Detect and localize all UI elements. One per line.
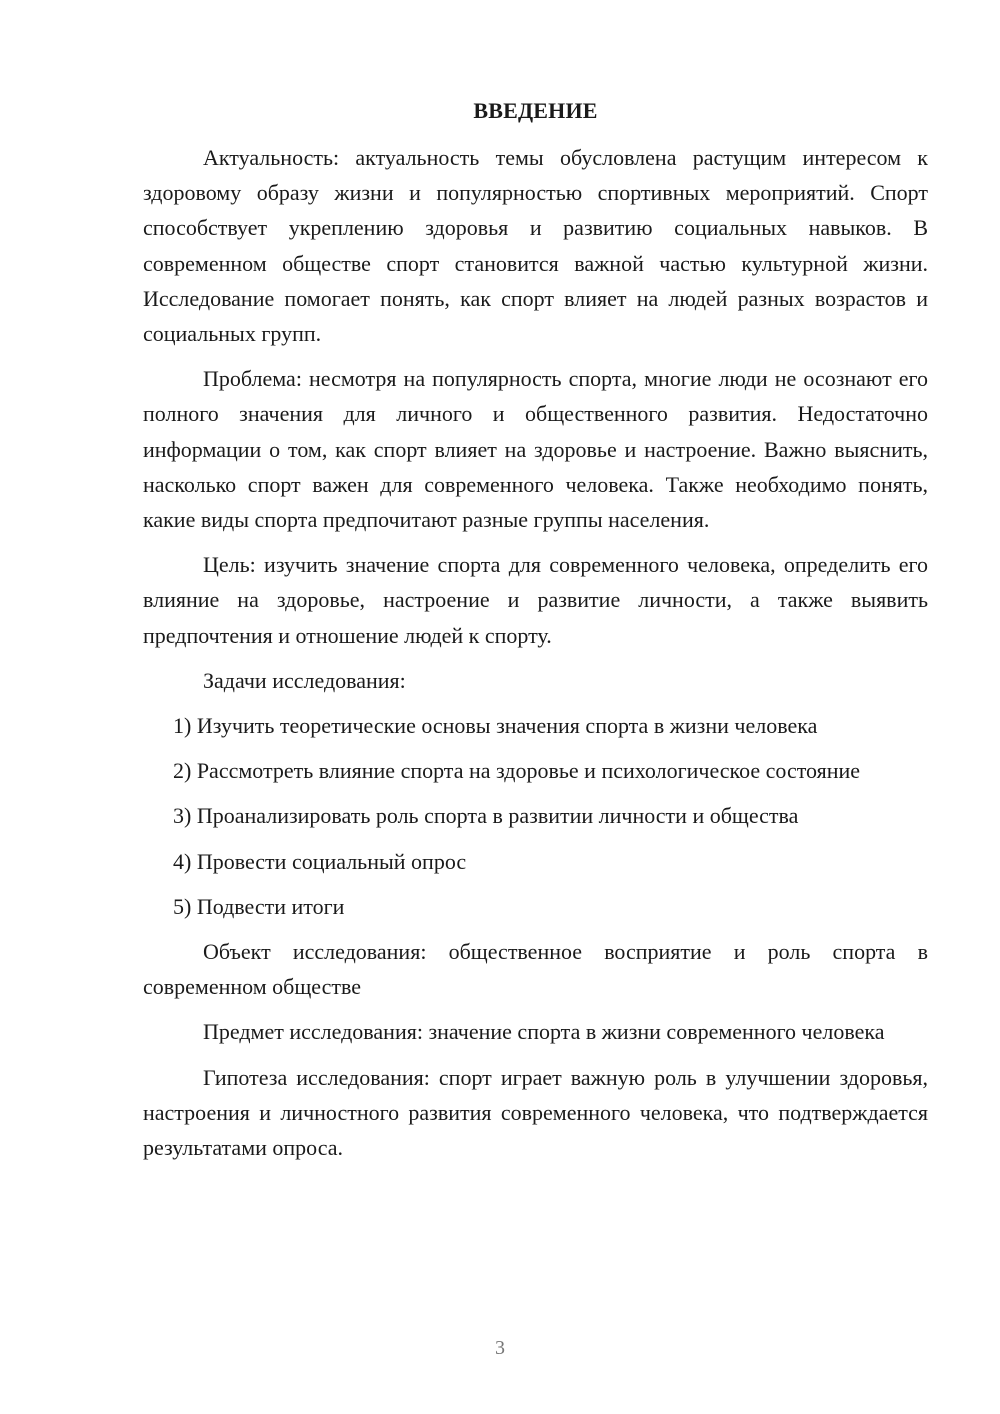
page-content <box>143 94 928 1165</box>
problem-paragraph: Проблема: несмотря на популярность спорта, многие люди не осознают его полного значения для личного и общественного развития. Недостаточно информации о том, как спорт влияет на здоровье и настроение. Важно выяснить, насколько спорт важен для современного человека. Также необходимо понять, какие виды спорта предпочитают разные группы населения. <box>143 366 928 533</box>
subject-paragraph: Предмет исследования: значение спорта в жизни современного человека <box>203 1019 885 1045</box>
page-number: 3 <box>495 1337 505 1359</box>
goal-paragraph: Цель: изучить значение спорта для современного человека, определить его влияние на здоровье, настроение и развитие личности, а также выявить предпочтения и отношение людей к спорту. <box>143 552 928 648</box>
relevance-paragraph: Актуальность: актуальность темы обусловлена растущим интересом к здоровому образу жизни и популярностью спортивных мероприятий. Спорт способствует укреплению здоровья и развитию социальных навыков. В современном обществе спорт становится важной частью культурной жизни. Исследование помогает понять, как спорт влияет на людей разных возрастов и социальных групп. <box>143 145 928 347</box>
hypothesis-paragraph: Гипотеза исследования: спорт играет важную роль в улучшении здоровья, настроения и личностного развития современного человека, что подтверждается результатами опроса. <box>143 1064 928 1161</box>
section-heading: ВВЕДЕНИЕ <box>473 98 598 123</box>
task-item-1: 1) Изучить теоретические основы значения спорта в жизни человека <box>173 713 818 739</box>
task-item-5: 5) Подвести итоги <box>173 893 345 919</box>
task-item-3: 3) Проанализировать роль спорта в развитии личности и общества <box>173 803 799 829</box>
task-item-2: 2) Рассмотреть влияние спорта на здоровье и психологическое состояние <box>173 758 861 784</box>
tasks-intro: Задачи исследования: <box>203 667 406 693</box>
object-paragraph: Объект исследования: общественное восприятие и роль спорта в современном обществе <box>143 939 928 1000</box>
task-item-4: 4) Провести социальный опрос <box>173 848 467 874</box>
